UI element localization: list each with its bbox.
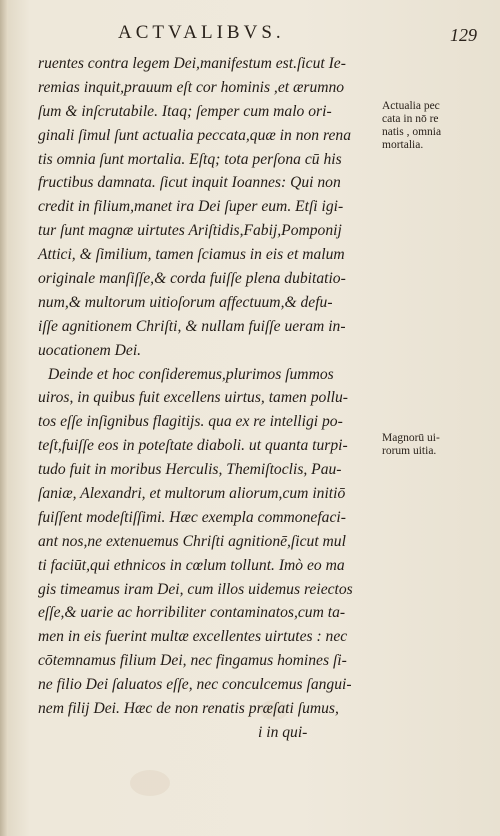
body-line: ne filio Dei ſaluatos eſſe, nec conculcemus ſangui- (38, 676, 352, 694)
body-line: Attici, & ſimilium, tamen ſciamus in eis et malum (38, 246, 345, 264)
marginal-note-line: Magnorū ui- (382, 432, 440, 444)
body-line: nem filij Dei. Hæc de non renatis præſati ſumus, (38, 700, 339, 718)
body-line: fructibus damnata. ſicut inquit Ioannes: Qui non (38, 174, 341, 192)
body-line: ſum & inſcrutabile. Itaq; ſemper cum malo ori- (38, 102, 332, 120)
body-line: tudo fuit in moribus Herculis, Themiſtoclis, Pau- (38, 461, 342, 479)
body-line: men in eis fuerint multæ excellentes uirtutes : nec (38, 628, 348, 646)
body-line: cōtemnamus filium Dei, nec fingamus homines ſi- (38, 652, 347, 670)
body-line: fuiſſent modeſtiſſimi. Hæc exempla commonefaci- (38, 508, 346, 526)
paper-stain (130, 770, 170, 796)
body-line: ruentes contra legem Dei,manifestum est.ſicut Ie- (38, 55, 346, 72)
marginal-note-line: mortalia. (382, 139, 424, 151)
body-line: ginali ſimul ſunt actualia peccata,quæ in non rena (38, 126, 352, 144)
page-gutter (0, 0, 8, 836)
marginal-note-line: cata in nō re (382, 113, 439, 125)
body-line: num,& multorum uitioſorum affectuum,& defu- (38, 293, 333, 311)
marginal-note-magnorum (382, 432, 494, 458)
body-line: teſt,fuiſſe eos in poteſtate diaboli. ut quanta turpi- (38, 437, 348, 455)
body-line: gis timeamus iram Dei, cum illos uidemus reiectos (38, 580, 353, 598)
body-line: remias inquit,prauum eſt cor hominis ,et ærumno (38, 78, 345, 96)
marginal-note-line: rorum uitia. (382, 445, 437, 457)
body-line: ti faciūt,qui ethnicos in cœlum tollunt. Imò eo ma (38, 556, 345, 574)
marginal-note-actualia (382, 100, 494, 152)
body-line: tur ſunt magnæ uirtutes Ariſtidis,Fabij,Pomponij (38, 222, 342, 240)
body-line: uocationem Dei. (38, 341, 142, 359)
body-line: ſaniæ, Alexandri, et multorum aliorum,cum initiō (38, 485, 346, 503)
page-number: 129 (450, 25, 477, 45)
body-line: eſſe,& uarie ac horribiliter contaminatos,cum ta- (38, 604, 346, 622)
running-head: ACTVALIBVS. (118, 22, 285, 43)
body-line: tos eſſe inſignibus flagitijs. qua ex re intelligi po- (38, 413, 343, 431)
body-line: credit in filium,manet ira Dei ſuper eum. Etſi igi- (38, 198, 344, 216)
body-line: tis omnia ſunt mortalia. Eſtq; tota perſona cū his (38, 150, 342, 168)
body-line: iſſe agnitionem Chriſti, & nullam fuiſſe ueram in- (38, 317, 346, 335)
body-line: originale manſiſſe,& corda fuiſſe plena dubitatio- (38, 270, 346, 288)
marginal-note-line: Actualia pec (382, 100, 440, 112)
marginal-note-line: natis , omnia (382, 126, 442, 138)
body-line: ant nos,ne extenuemus Chriſti agnitionē,ſicut mul (38, 532, 346, 550)
body-text (38, 52, 380, 745)
body-line: i in qui- (258, 723, 308, 741)
body-line: uiros, in quibus fuit excellens uirtus, tamen pollu- (38, 389, 348, 407)
body-line: Deinde et hoc conſideremus,plurimos ſummos (48, 365, 334, 383)
